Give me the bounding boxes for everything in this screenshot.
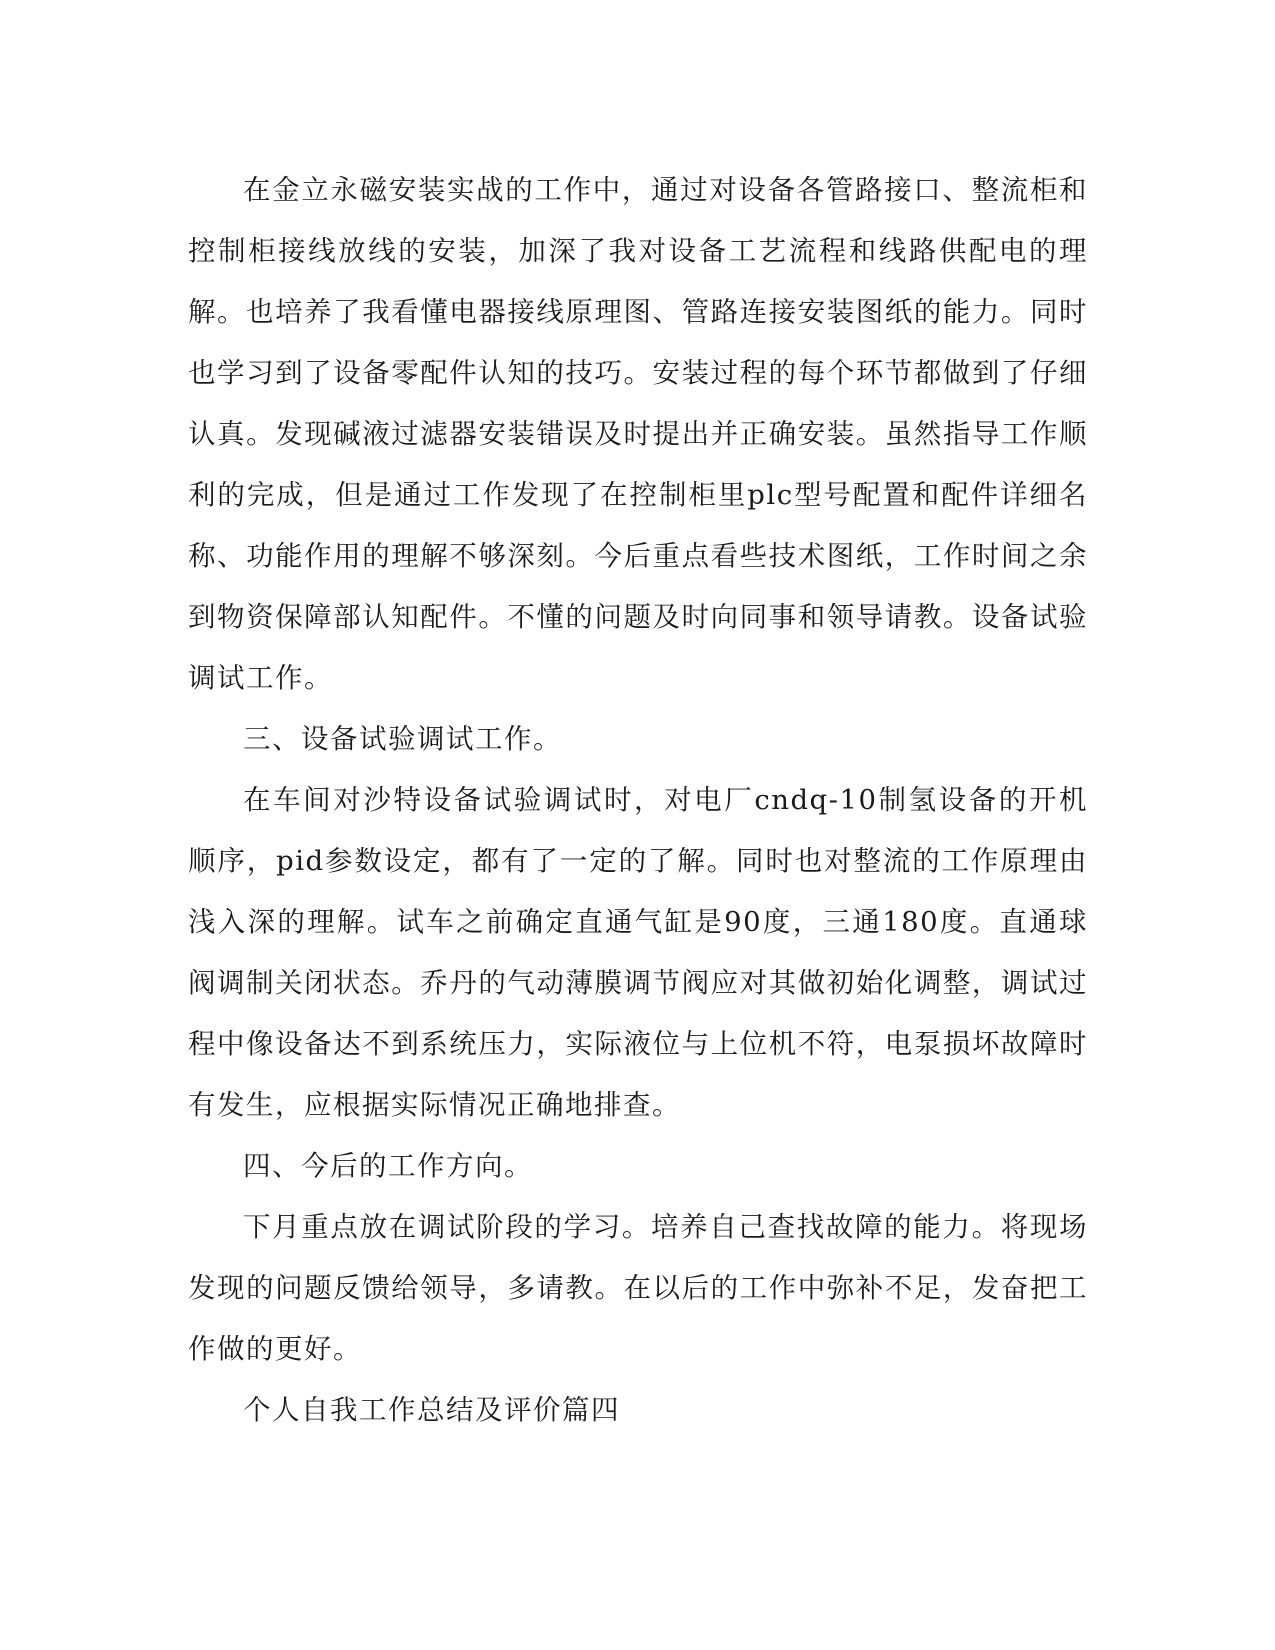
document-body bbox=[188, 160, 1088, 1441]
heading-section-three: 三、设备试验调试工作。 bbox=[243, 723, 562, 755]
paragraph-commissioning: 在车间对沙特设备试验调试时，对电厂cndq-10制氢设备的开机顺序，pid参数设定，都有了一定的了解。同时也对整流的工作原理由浅入深的理解。试车之前确定直通气缸是90度，三通180度。直通球阀调制关闭状态。乔丹的气动薄膜调节阀应对其做初始化调整，调试过程中像设备达不到系统压力，实际液位与上位机不符，电泵损坏故障时有发生，应根据实际情况正确地排查。 bbox=[188, 784, 1088, 1121]
heading-part-four: 个人自我工作总结及评价篇四 bbox=[243, 1394, 620, 1426]
paragraph-installation: 在金立永磁安装实战的工作中，通过对设备各管路接口、整流柜和控制柜接线放线的安装，加深了我对设备工艺流程和线路供配电的理解。也培养了我看懂电器接线原理图、管路连接安装图纸的能力。同时也学习到了设备零配件认知的技巧。安装过程的每个环节都做到了仔细认真。发现碱液过滤器安装错误及时提出并正确安装。虽然指导工作顺利的完成，但是通过工作发现了在控制柜里plc型号配置和配件详细名称、功能作用的理解不够深刻。今后重点看些技术图纸，工作时间之余到物资保障部认知配件。不懂的问题及时向同事和领导请教。设备试验调试工作。 bbox=[188, 174, 1088, 694]
paragraph-future-direction: 下月重点放在调试阶段的学习。培养自己查找故障的能力。将现场发现的问题反馈给领导，多请教。在以后的工作中弥补不足，发奋把工作做的更好。 bbox=[188, 1211, 1088, 1365]
heading-section-four: 四、今后的工作方向。 bbox=[243, 1150, 533, 1182]
